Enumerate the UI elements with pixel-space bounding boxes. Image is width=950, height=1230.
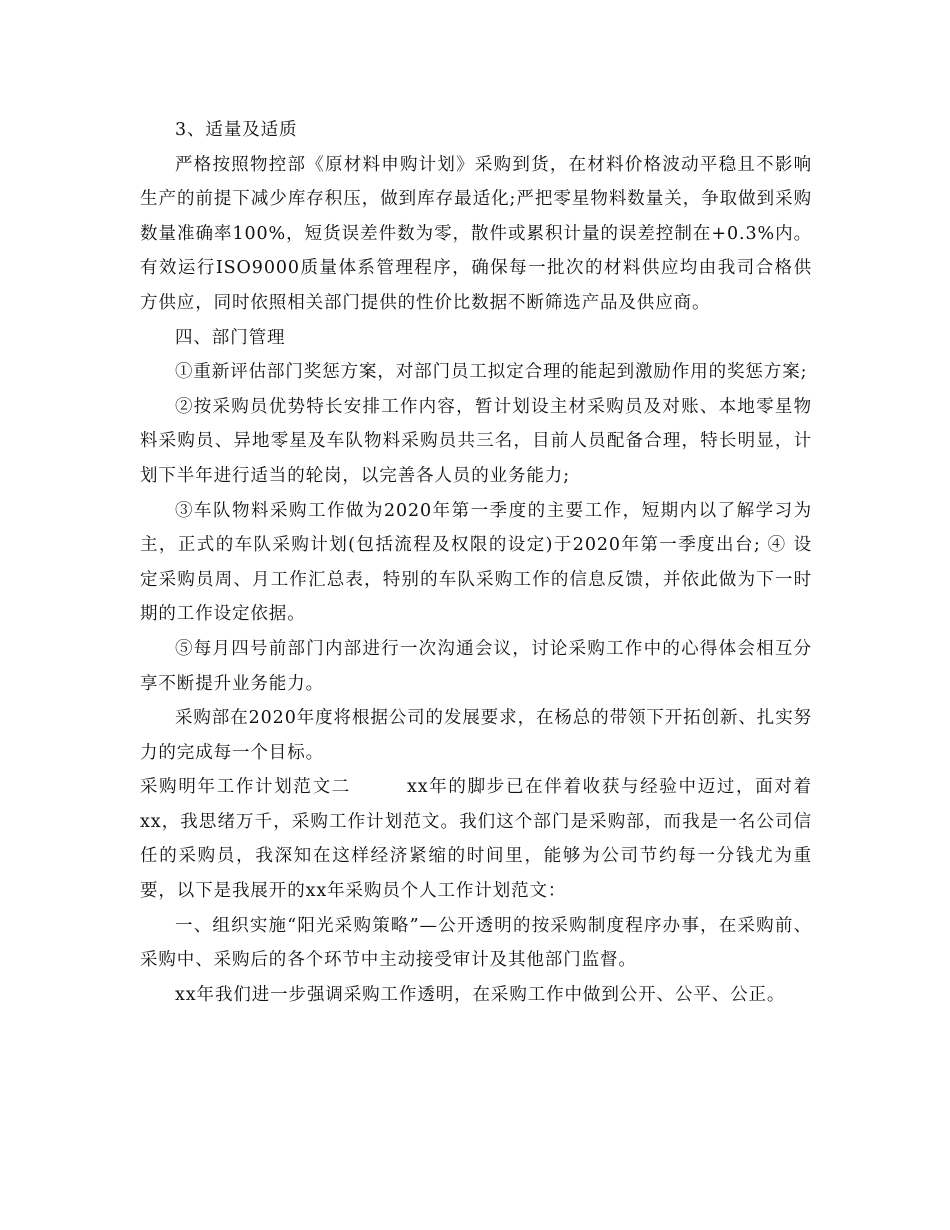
paragraph-transparency: xx年我们进一步强调采购工作透明，在采购工作中做到公开、公平、公正。	[175, 984, 786, 1005]
sample-two-body: xx年的脚步已在伴着收获与经验中迈过，面对着xx，我思绪万千，采购工作计划范文。我们这个部门是采购部，而我是一名公司信任的采购员，我深知在这样经济紧缩的时间里，能够为公司节约每一分钱尤为重要，以下是我展开的xx年采购员个人工作计划范文：	[140, 777, 812, 902]
paragraph-item-3-4: ③车队物料采购工作做为2020年第一季度的主要工作，短期内以了解学习为主，正式的车队采购计划(包括流程及权限的设定)于2020年第一季度出台; ④ 设定采购员周、月工作汇总表，特别的车队采购工作的信息反馈，并依此做为下一时期的工作设定依据。	[140, 500, 812, 625]
sample-two-title: 采购明年工作计划范文二	[140, 777, 351, 798]
paragraph-sunshine-procurement: 一、组织实施“阳光采购策略”—公开透明的按采购制度程序办事，在采购前、采购中、采购后的各个环节中主动接受审计及其他部门监督。	[140, 915, 812, 971]
paragraph-sample-two	[140, 770, 812, 908]
paragraph-annual-goal: 采购部在2020年度将根据公司的发展要求，在杨总的带领下开拓创新、扎实努力的完成每一个目标。	[140, 708, 812, 763]
paragraph-item-5: ⑤每月四号前部门内部进行一次沟通会议，讨论采购工作中的心得体会相互分享不断提升业务能力。	[140, 638, 812, 694]
paragraph-item-2: ②按采购员优势特长安排工作内容，暂计划设主材采购员及对账、本地零星物料采购员、异地零星及车队物料采购员共三名，目前人员配备合理，特长明显，计划下半年进行适当的轮岗，以完善各人员的业务能力;	[140, 396, 812, 486]
section-heading-department-management: 四、部门管理	[175, 327, 286, 348]
paragraph-item-1: ①重新评估部门奖惩方案，对部门员工拟定合理的能起到激励作用的奖惩方案;	[175, 362, 808, 383]
section-heading-3: 3、适量及适质	[175, 120, 298, 140]
paragraph-quantity-quality: 严格按照物控部《原材料申购计划》采购到货，在材料价格波动平稳且不影响生产的前提下减少库存积压，做到库存最适化;严把零星物料数量关，争取做到采购数量准确率100%，短货误差件数为零，散件或累积计量的误差控制在+0.3%内。有效运行ISO9000质量体系管理程序，确保每一批次的材料供应均由我司合格供方供应，同时依照相关部门提供的性价比数据不断筛选产品及供应商。	[140, 154, 812, 313]
document-body	[140, 113, 812, 1012]
